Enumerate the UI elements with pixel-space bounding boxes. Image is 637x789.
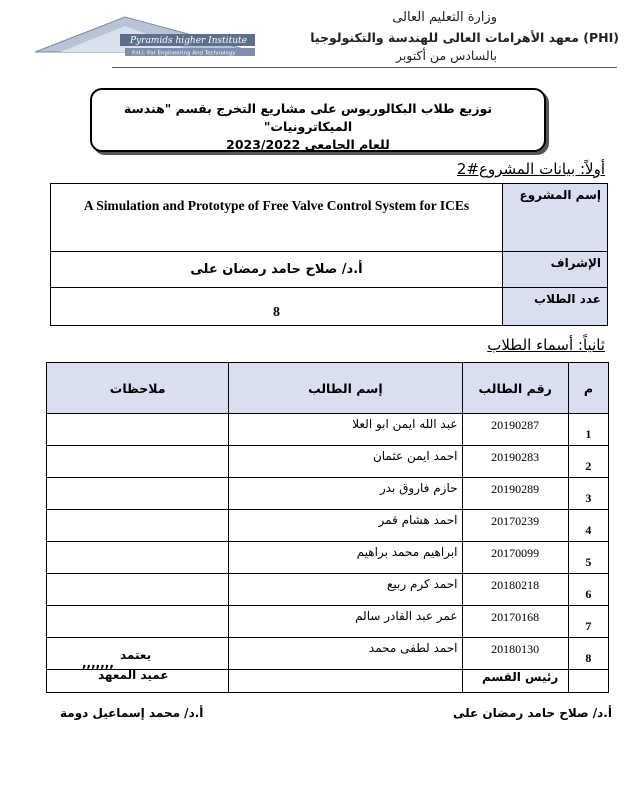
student-id: 20190289 xyxy=(462,478,568,510)
student-name: عمر عبد القادر سالم xyxy=(229,606,462,638)
student-notes xyxy=(47,606,229,638)
institute-location: بالسادس من أكتوبر xyxy=(395,48,497,63)
table-row xyxy=(47,606,609,638)
logo-subtitle: P.H.I. For Engineering And Technology xyxy=(132,50,236,57)
blank-cell xyxy=(229,670,462,693)
student-name: احمد كرم ربيع xyxy=(229,574,462,606)
student-name: عبد الله ايمن ابو العلا xyxy=(229,414,462,446)
student-id: 20190287 xyxy=(462,414,568,446)
student-notes xyxy=(47,510,229,542)
student-number: 2 xyxy=(568,446,608,478)
title-line-2: للعام الجامعى 2023/2022 xyxy=(226,137,390,152)
section-project-heading: أولاً: بيانات المشروع#2 xyxy=(456,160,605,178)
section-students-heading: ثانياً: أسماء الطلاب xyxy=(487,336,605,354)
project-name-label: إسم المشروع xyxy=(503,184,608,252)
approval-label: يعتمد xyxy=(120,648,152,662)
student-number: 6 xyxy=(568,574,608,606)
pyramid-logo-icon xyxy=(30,12,260,62)
student-notes xyxy=(47,478,229,510)
header-student-name: إسم الطالب xyxy=(229,363,462,414)
student-name: حازم فاروق بدر xyxy=(229,478,462,510)
header-student-id: رقم الطالب xyxy=(462,363,568,414)
dean-title: عميد المعهد xyxy=(98,668,169,682)
supervisor-value: أ.د/ صلاح حامد رمضان على xyxy=(51,252,503,288)
project-name-value: A Simulation and Prototype of Free Valve Control System for ICEs xyxy=(51,184,503,252)
table-row xyxy=(47,542,609,574)
student-id: 20190283 xyxy=(462,446,568,478)
student-id: 20170168 xyxy=(462,606,568,638)
blank-cell xyxy=(568,670,608,693)
student-id: 20180218 xyxy=(462,574,568,606)
header-divider xyxy=(112,67,617,68)
student-number: 5 xyxy=(568,542,608,574)
approval-commas: ,,,,,,, xyxy=(82,656,114,670)
student-name: احمد هشام قمر xyxy=(229,510,462,542)
student-notes xyxy=(47,542,229,574)
table-row xyxy=(47,478,609,510)
student-name: احمد ايمن عثمان xyxy=(229,446,462,478)
student-number: 1 xyxy=(568,414,608,446)
project-info-table xyxy=(50,183,608,326)
table-row xyxy=(47,446,609,478)
title-line-1: توزيع طلاب البكالوريوس على مشاريع التخرج بقسم "هندسة الميكاترونيات" xyxy=(123,101,493,134)
student-name: ابراهيم محمد براهيم xyxy=(229,542,462,574)
student-count-row xyxy=(51,288,608,326)
table-header-row xyxy=(47,363,609,414)
student-name: احمد لطفى محمد xyxy=(229,638,462,670)
table-row xyxy=(47,414,609,446)
institute-name: معهد الأهرامات العالى للهندسة والتكنولوجيا (PHI) xyxy=(310,30,619,45)
student-notes xyxy=(47,446,229,478)
logo-name: Pyramids higher Institute xyxy=(130,36,248,46)
table-row xyxy=(47,574,609,606)
dean-name: أ.د/ محمد إسماعيل دومة xyxy=(60,706,204,720)
student-number: 7 xyxy=(568,606,608,638)
project-name-row xyxy=(51,184,608,252)
student-number: 4 xyxy=(568,510,608,542)
table-row xyxy=(47,510,609,542)
student-notes xyxy=(47,574,229,606)
student-id: 20170239 xyxy=(462,510,568,542)
students-table xyxy=(46,362,609,693)
student-count-label: عدد الطلاب xyxy=(503,288,608,326)
ministry-name: وزارة التعليم العالى xyxy=(392,10,497,25)
student-id: 20180130 xyxy=(462,638,568,670)
student-id: 20170099 xyxy=(462,542,568,574)
document-title-box xyxy=(90,88,546,152)
department-head-name: أ.د/ صلاح حامد رمضان على xyxy=(453,706,612,720)
department-head-title: رئيس القسم xyxy=(482,670,559,684)
student-count-value: 8 xyxy=(51,288,503,326)
supervisor-row xyxy=(51,252,608,288)
institute-logo xyxy=(30,12,260,62)
student-number: 3 xyxy=(568,478,608,510)
supervisor-label: الإشراف xyxy=(503,252,608,288)
student-notes xyxy=(47,414,229,446)
header-number: م xyxy=(568,363,608,414)
header-notes: ملاحظات xyxy=(47,363,229,414)
student-number: 8 xyxy=(568,638,608,670)
